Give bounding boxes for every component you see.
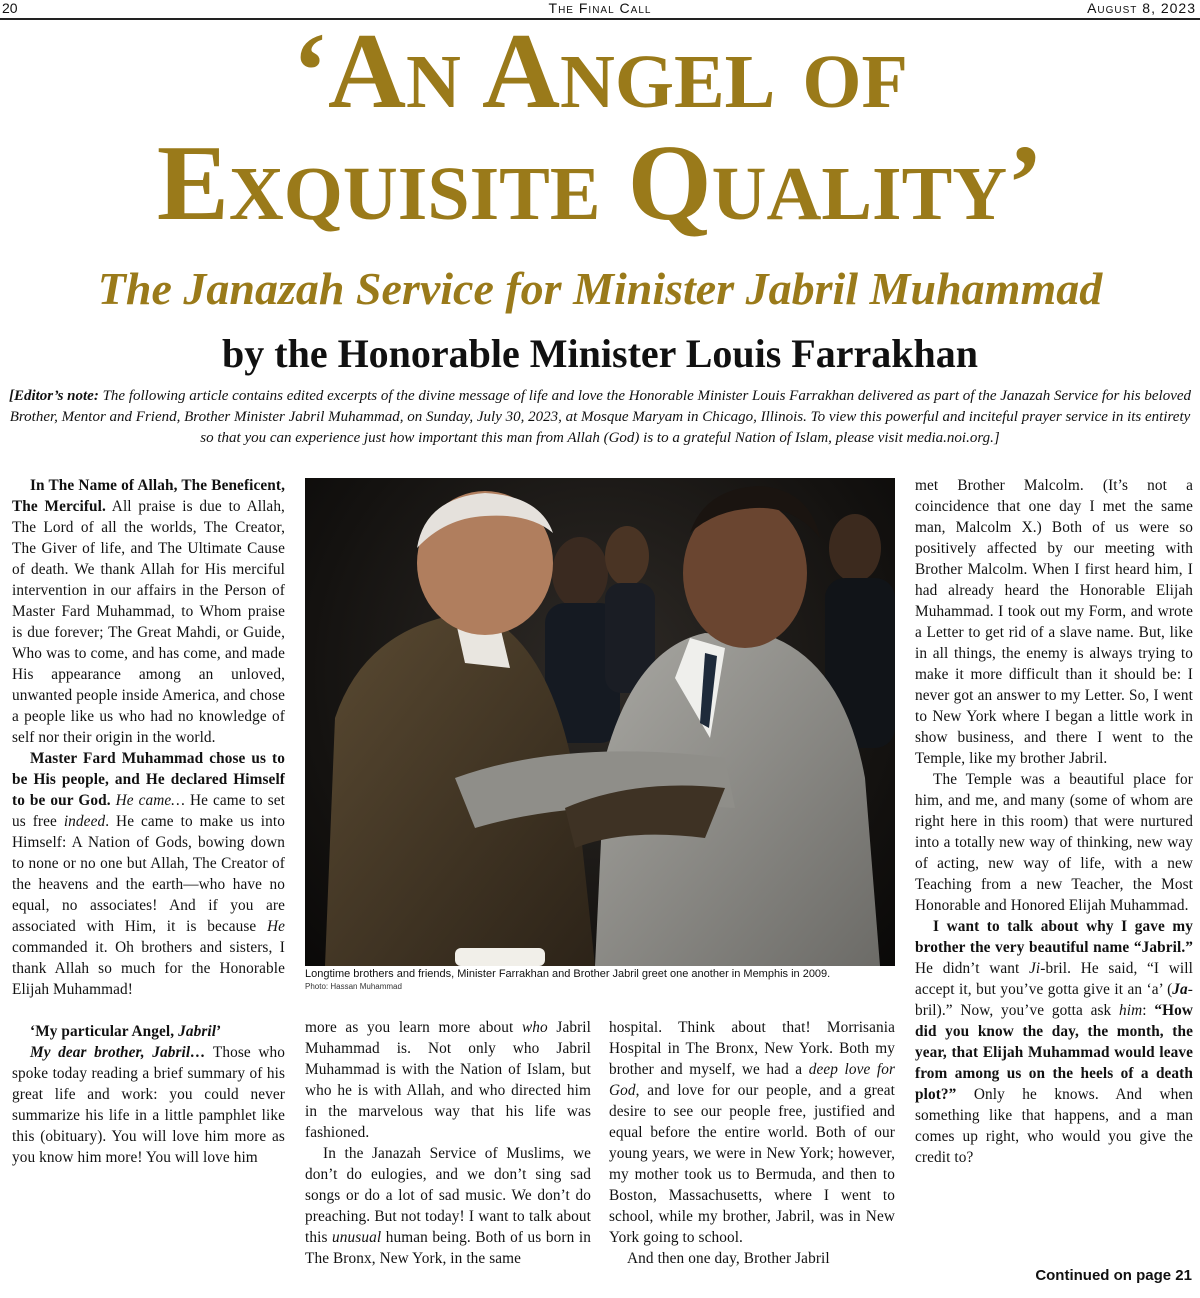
italic-text: deep love for God (609, 1061, 895, 1099)
italic-text: Ji (1029, 960, 1041, 977)
paragraph-text: -bril).” Now, you’ve gotta ask (915, 981, 1193, 1019)
paragraph-text: human being. Both of us born in The Bronx, New York, in the same (305, 1229, 591, 1267)
paragraph-text: met Brother Malcolm. (It’s not a coincidence that one day I met the same man, Malcolm X.) Both of us were so positively affected by our meeting with Brother Malcolm. When I first heard him, I had already heard the Honorable Elijah Muhammad. I took out my Form, and wrote a Letter to get rid of a slave name. But, like in all things, the enemy is always trying to make it more difficult than it should be: I never got an answer to my Letter. So, I went to New York where I began a little work in show business, and there I went to the Temple, like my brother Jabril. (915, 477, 1193, 767)
article-column-2 (305, 1017, 591, 1269)
paragraph-text: hospital. Think about that! Morrisania Hospital in The Bronx, New York. Both my brother and myself, we had a (609, 1019, 895, 1078)
article-subtitle: The Janazah Service for Minister Jabril Muhammad (97, 263, 1103, 314)
bold-italic-lead: My dear brother, Jabril… (30, 1044, 206, 1061)
paragraph-text: In the Janazah Service of Muslims, we don’t do eulogies, and we don’t sing sad songs or do a lot of sad music. We don’t do preaching. But not today! I want to talk about this (305, 1145, 591, 1246)
headline-line-2: Exquisite Quality’ (156, 124, 1044, 243)
continued-link[interactable]: Continued on page 21 (1035, 1267, 1192, 1284)
paragraph-text: Those who spoke today reading a brief summary of his great life and work: you could never summarize his life in a little pamphlet like this (obituary). You will love him more as you know him more! You will love him (12, 1044, 285, 1166)
paragraph-text: And then one day, Brother Jabril (627, 1250, 830, 1267)
section-subhead (12, 1021, 285, 1042)
photo-illustration (305, 478, 895, 966)
editors-note-text: The following article contains edited excerpts of the divine message of life and love the Honorable Minister Louis Farrakhan delivered as part of the Janazah Service for his beloved Brother, Mentor and Friend, Brother Minister Jabril Muhammad, on Sunday, July 30, 2023, at Mosque Maryam in Chicago, Illinois. To view this powerful and inciteful prayer service in its entirety so that you can experience just how important this man from Allah (God) is to a grateful Nation of Islam, please visit media.noi.org.] (9, 388, 1192, 446)
paragraph-text: more as you learn more about (305, 1019, 522, 1036)
headline-line-1: ‘An Angel of (292, 12, 908, 131)
italic-text: him (1119, 1002, 1143, 1019)
paragraph-text: He didn’t want (915, 960, 1030, 977)
editors-note (6, 386, 1194, 449)
editors-note-label: [Editor’s note: (8, 388, 99, 404)
paragraph-text: -bril. He said, “I will accept it, but you’ve gotta give it an ‘a’ ( (915, 960, 1193, 998)
article-column-1 (12, 475, 285, 1168)
subhead-text: ‘My particular Angel, (30, 1023, 179, 1040)
issue-date: August 8, 2023 (1087, 0, 1196, 16)
page-number: 20 (2, 0, 18, 16)
paragraph-text: commanded it. Oh brothers and sisters, I thank Allah so much for the Honorable Elijah Muhammad! (12, 939, 285, 998)
italic-text: He (266, 918, 285, 935)
italic-text: who (522, 1019, 548, 1036)
article-column-3 (609, 1017, 895, 1269)
article-photo (305, 478, 895, 966)
paragraph-text: Only he knows. And when something like that happens, and a man comes up right, who would you give the credit to? (915, 1086, 1193, 1166)
paragraph-text: He came to set us free (12, 792, 285, 830)
byline: by the Honorable Minister Louis Farrakhan (222, 331, 978, 376)
photo-caption: Longtime brothers and friends, Minister Farrakhan and Brother Jabril greet one another in Memphis in 2009. (305, 968, 831, 980)
paragraph-text: , and love for our people, and a great desire to see our people free, justified and equal before the entire world. Both of our young years, we were in New York; however, my mother took us to Bermuda, and then to Boston, Massachusetts, where I went to school, while my brother, Jabril, was in New York going to school. (609, 1082, 895, 1246)
paragraph-text: Jabril Muhammad is. Not only who Jabril Muhammad is with the Nation of Islam, but who he is with Allah, and who directed him in the marvelous way that his life was fashioned. (305, 1019, 591, 1141)
paragraph-text: All praise is due to Allah, The Lord of all the worlds, The Creator, The Giver of life, and The Ultimate Cause of death. We thank Allah for His merciful intervention in our affairs in the Person of Master Fard Muhammad, to Whom praise is due forever; The Great Mahdi, or Guide, Who was to come, and has come, and made His appearance among an unloved, unwanted people inside America, and chose a people like us who had no knowledge of self nor their origin in the world. (12, 498, 285, 746)
bold-lead: Master Fard Muhammad chose us to be His people, and He declared Himself to be our God. (12, 750, 285, 809)
italic-text: unusual (332, 1229, 382, 1246)
bold-lead: I want to talk about why I gave my brother the very beautiful name “Jabril.” (915, 918, 1193, 956)
subhead-quote: ’ (216, 1023, 222, 1040)
paragraph-text: : (1142, 1002, 1155, 1019)
publication-name: The Final Call (548, 0, 652, 16)
paragraph-text: . He came to make us into Himself: A Nation of Gods, bowing down to none or no one but Allah, The Creator of the heavens and the earth—who have no equal, no associates! And if you are associated with Him, it is because (12, 813, 285, 935)
bold-italic-text: Ja (1172, 981, 1188, 998)
photo-credit: Photo: Hassan Muhammad (305, 982, 402, 991)
italic-text: indeed (63, 813, 106, 830)
paragraph-text: The Temple was a beautiful place for him, and me, and many (some of whom are right here in this room) that were nurtured into a totally new way of thinking, new way of acting, new way of life, with a new Teaching from a new Teacher, the Most Honorable and Honored Elijah Muhammad. (915, 771, 1193, 914)
subhead-name: Jabril (178, 1023, 217, 1040)
opening-salutation: In The Name of Allah, The Beneficent, The Merciful. (12, 477, 285, 515)
italic-text: He came… (110, 792, 185, 809)
article-column-4 (915, 475, 1193, 1168)
bold-quote: “How did you know the day, the month, the year, that Elijah Muhammad would leave from among us on the heels of a death plot?” (915, 1002, 1193, 1103)
